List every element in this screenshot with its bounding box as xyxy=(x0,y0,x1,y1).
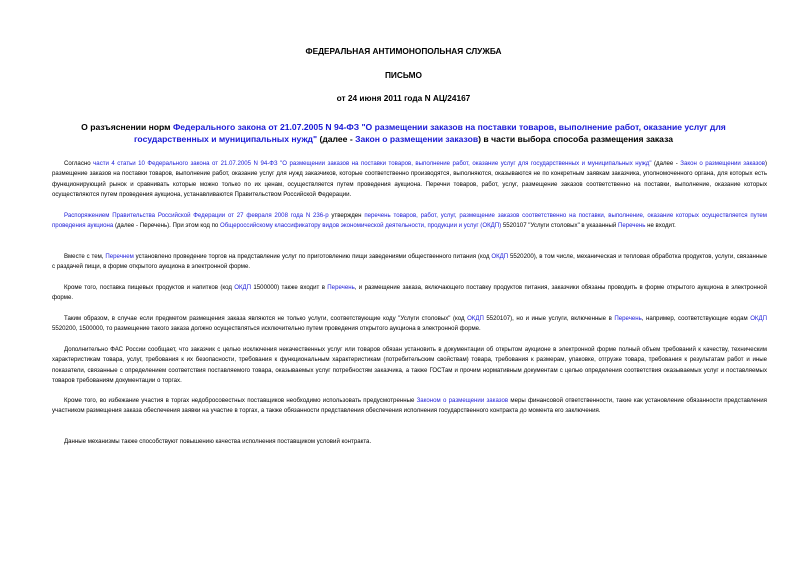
document-type: ПИСЬМО xyxy=(384,70,423,80)
title-text: (далее - xyxy=(317,134,356,144)
paragraph-text: Кроме того, поставка пищевых продуктов и напитков (код xyxy=(64,284,235,291)
document-date: от 24 июня 2011 года N АЦ/24167 xyxy=(336,93,471,103)
okdp-link[interactable]: ОКДП xyxy=(234,284,252,291)
paragraph-5 xyxy=(52,314,767,335)
paragraph-3 xyxy=(52,252,767,273)
list-link[interactable]: Перечнем xyxy=(105,253,134,260)
agency-name: ФЕДЕРАЛЬНАЯ АНТИМОНОПОЛЬНАЯ СЛУЖБА xyxy=(305,46,502,56)
law-short-link[interactable]: Законом о размещении заказов xyxy=(416,397,509,404)
paragraph-text: , например, соответствующие кодам xyxy=(641,315,751,322)
paragraph-6: Дополнительно ФАС России сообщает, что заказчик с целью исключения некачественных услуг или товаров обязан установить в документации об открытом аукционе в электронной форме полный объем требований к качеству, техническим характеристикам товара, услуг, требования к их безопасности, требования к функциональным характеристикам (потребительским свойствам) товара, требования к размерам, упаковке, отгрузке товара, требования к результатам работ и иные показатели, связанные с определением соответствия поставляемого товара, оказываемых услуг потребностям заказчика, а также ГОСТам и прочим нормативным документам с целью определения соответствия оказываемых услуг и поставляемых товаров требованиям документации о торгах. xyxy=(52,346,767,384)
list-link[interactable]: перечень товаров, работ, услуг, размещение заказов соответственно на поставки, выполнение, оказание которых осуществляется путем проведения аукциона xyxy=(52,212,767,230)
paragraph-text: (далее - xyxy=(651,160,681,167)
paragraph-text: 5520107), но и иные услуги, включенные в xyxy=(483,315,615,322)
paragraph-text: Таким образом, в случае если предметом размещения заказа являются не только услуги, соответствующие коду "Услуги столовых" (код xyxy=(64,315,468,322)
paragraph-text: меры финансовой ответственности, такие как установление обязанности представления участником размещения заказа обеспечения заявки на участие в торгах, а также обязанности представления обеспечения исполнения государственного контракта до момента его заключения. xyxy=(52,397,767,415)
paragraph-text: , и размещение заказа, включающего поставку продуктов питания, заказчики обязаны проводить в форме открытого аукциона в электронной форме. xyxy=(52,284,767,302)
paragraph-text: ) размещение заказов на поставки товаров, выполнение работ, оказание услуг для нужд заказчиков, которые соответственно производятся, выполняются, оказываются не по конкретным заявкам заказчика, уполномоченного органа, для которых есть функционирующий рынок и сравнивать которые можно только по их ценам, осуществляется путем проведения аукциона. Перечни товаров, работ, услуг, размещение заказов соответственно на поставки, выполнение, оказание которых осуществляются путем проведения аукциона, устанавливаются Правительством Российской Федерации. xyxy=(52,160,767,198)
paragraph-text: 5520200, 1500000, то размещение такого заказа должно осуществляться исключительно путем проведения открытого аукциона в электронной форме. xyxy=(52,325,481,333)
title-text: О разъяснении норм xyxy=(81,122,173,132)
paragraph-4 xyxy=(52,283,767,304)
title-text: ) в части выбора способа размещения заказа xyxy=(478,134,674,144)
okdp-link[interactable]: ОКДП xyxy=(467,315,484,322)
list-link[interactable]: Перечень xyxy=(617,222,646,230)
document-title xyxy=(60,121,747,145)
okdp-link[interactable]: ОКДП xyxy=(750,315,767,322)
list-link[interactable]: Перечень xyxy=(614,315,642,322)
paragraph-text: 5520107 "Услуги столовых" в указанный xyxy=(501,222,618,230)
law-article-link[interactable]: части 4 статьи 10 Федерального закона от 21.07.2005 N 94-ФЗ "О размещении заказов на поставки товаров, выполнение работ, оказание услуг для государственных и муниципальных нужд" xyxy=(93,160,652,167)
paragraph-7 xyxy=(52,396,767,417)
paragraph-text: 1500000) также входит в xyxy=(251,284,328,291)
paragraph-8: Данные механизмы также способствуют повышению качества исполнения поставщиком условий контракта. xyxy=(64,438,372,445)
government-order-link[interactable]: Распоряжением Правительства Российской Федерации от 27 февраля 2008 года N 236-р xyxy=(64,212,329,219)
law-short-link[interactable]: Закон о размещении заказов xyxy=(680,160,765,167)
list-link[interactable]: Перечень xyxy=(327,284,355,291)
paragraph-text: установлено проведение торгов на представление услуг по приготовлению пищи заведениями общественного питания (код xyxy=(133,253,492,260)
title-law-short-link[interactable]: Закон о размещении заказов xyxy=(355,134,479,144)
paragraph-1 xyxy=(52,159,767,200)
title-law-link[interactable]: Федерального закона от 21.07.2005 N 94-ФЗ "О размещении заказов на поставки товаров, выполнение работ, оказание услуг для государственных и муниципальных нужд" xyxy=(133,122,726,144)
paragraph-2 xyxy=(52,211,767,232)
paragraph-text: 5520200), в том числе, механическая и тепловая обработка продуктов, услуги, связанные с раздачей пищи, в форме открытого аукциона в электронной форме. xyxy=(52,253,768,271)
paragraph-text: (далее - Перечень). При этом код по xyxy=(113,222,221,230)
paragraph-text: утвержден xyxy=(328,212,365,219)
okdp-classifier-link[interactable]: Общероссийскому классификатору видов экономической деятельности, продукции и услуг (ОКДП) xyxy=(220,222,502,230)
paragraph-text: Согласно xyxy=(64,160,94,167)
paragraph-text: Кроме того, во избежание участия в торгах недобросовестных поставщиков необходимо использовать предусмотренные xyxy=(64,397,417,404)
okdp-link[interactable]: ОКДП xyxy=(491,253,509,260)
paragraph-text: не входит. xyxy=(645,222,676,230)
paragraph-text: Вместе с тем, xyxy=(64,253,106,260)
